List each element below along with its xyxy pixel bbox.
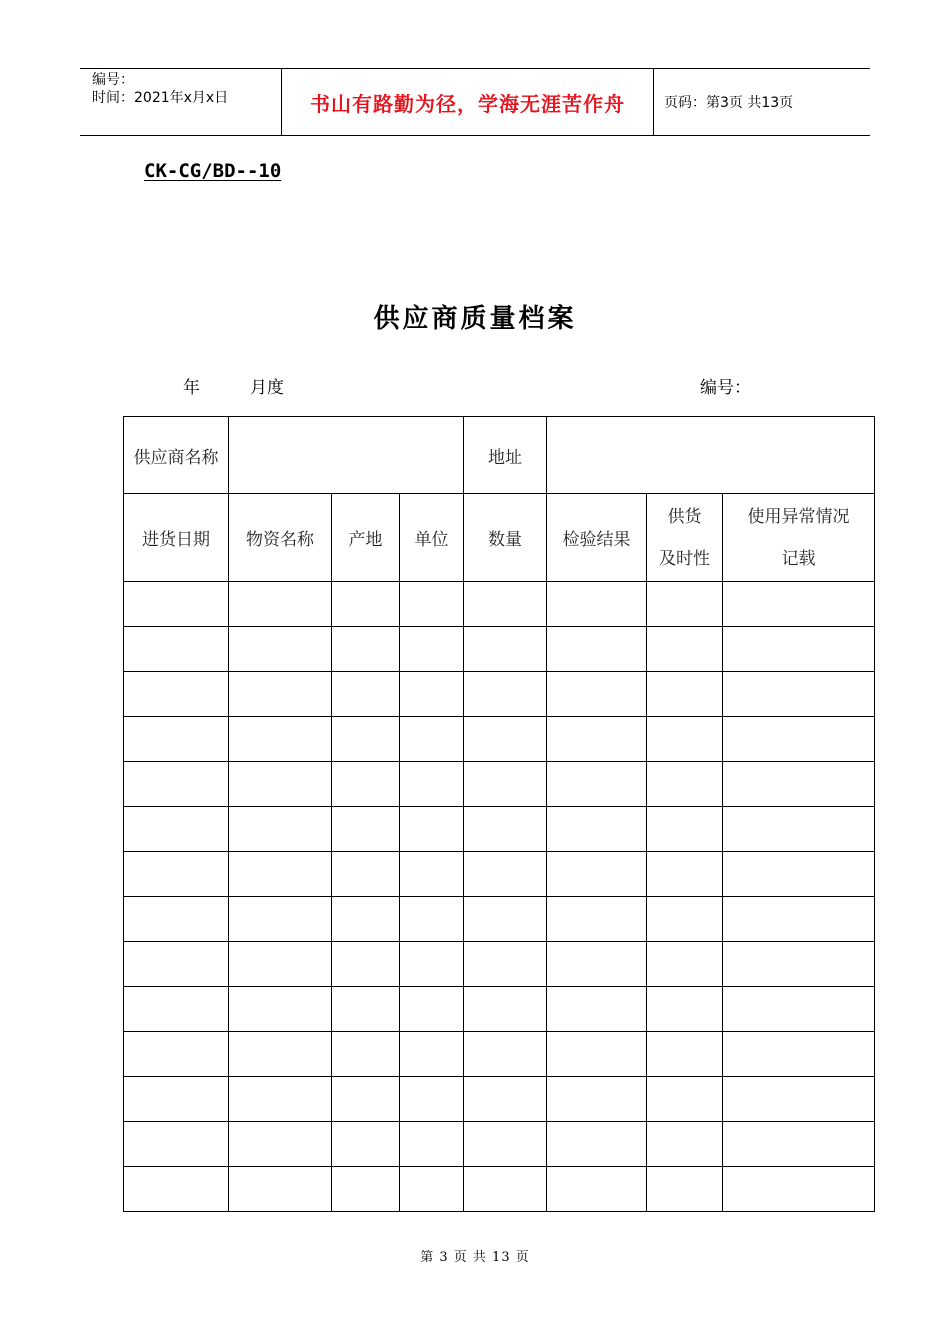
table-cell[interactable] [332, 627, 400, 672]
col-origin: 产地 [332, 494, 400, 582]
col-date: 进货日期 [124, 494, 229, 582]
table-cell[interactable] [332, 897, 400, 942]
table-cell[interactable] [723, 762, 875, 807]
table-cell[interactable] [400, 897, 464, 942]
table-row [124, 582, 875, 627]
header-left [80, 69, 281, 135]
table-cell[interactable] [464, 1077, 547, 1122]
table-cell[interactable] [723, 807, 875, 852]
table-cell[interactable] [547, 852, 647, 897]
col-abnormal-text [723, 496, 874, 580]
table-cell[interactable] [332, 717, 400, 762]
meta-year: 年 [183, 378, 200, 398]
table-cell[interactable] [547, 1122, 647, 1167]
header-time-label: 时间：2021年x月x日 [92, 90, 229, 106]
table-row [124, 807, 875, 852]
page-footer: 第 3 页 共 13 页 [420, 1250, 530, 1265]
table-cell[interactable] [124, 717, 229, 762]
table-cell[interactable] [547, 987, 647, 1032]
col-material: 物资名称 [229, 494, 332, 582]
table-cell[interactable] [229, 852, 332, 897]
table-cell[interactable] [332, 1122, 400, 1167]
table-cell[interactable] [229, 897, 332, 942]
table-cell[interactable] [400, 582, 464, 627]
header-motto: 书山有路勤为径，学海无涯苦作舟 [281, 69, 654, 135]
table-cell[interactable] [723, 1122, 875, 1167]
table-cell[interactable] [332, 852, 400, 897]
table-cell[interactable] [547, 807, 647, 852]
table-cell[interactable] [723, 1077, 875, 1122]
col-quantity: 数量 [464, 494, 547, 582]
col-timeliness-line2: 及时性 [659, 548, 711, 569]
table-cell[interactable] [723, 852, 875, 897]
table-row [124, 852, 875, 897]
table-cell[interactable] [400, 762, 464, 807]
table-cell[interactable] [400, 807, 464, 852]
table-cell[interactable] [124, 852, 229, 897]
header-number-label: 编号： [92, 72, 134, 88]
address-label-cell [464, 417, 547, 494]
table-cell[interactable] [124, 942, 229, 987]
supplier-label: 供应商名称 [133, 447, 219, 468]
table-cell[interactable] [124, 762, 229, 807]
table-cell[interactable] [464, 1167, 547, 1212]
table-cell[interactable] [547, 717, 647, 762]
table-cell[interactable] [332, 762, 400, 807]
meta-month: 月度 [250, 378, 284, 398]
table-cell[interactable] [229, 672, 332, 717]
page-title: 供应商质量档案 [373, 304, 577, 334]
table-cell[interactable] [547, 1032, 647, 1077]
page-header [80, 68, 870, 136]
table-cell[interactable] [647, 942, 723, 987]
table-cell[interactable] [332, 942, 400, 987]
header-page-info: 页码：第3页 共13页 [664, 95, 794, 111]
table-cell[interactable] [332, 807, 400, 852]
col-abnormal [723, 494, 875, 582]
table-cell[interactable] [400, 852, 464, 897]
table-cell[interactable] [400, 1167, 464, 1212]
table-cell[interactable] [647, 807, 723, 852]
table-cell[interactable] [723, 1032, 875, 1077]
table-cell[interactable] [647, 582, 723, 627]
table-cell[interactable] [547, 627, 647, 672]
table-cell[interactable] [723, 717, 875, 762]
table-row [124, 897, 875, 942]
address-value-cell[interactable] [547, 417, 875, 494]
address-label: 地址 [488, 447, 523, 468]
table-row [124, 717, 875, 762]
table-cell[interactable] [723, 987, 875, 1032]
table-cell[interactable] [647, 672, 723, 717]
table-cell[interactable] [547, 1077, 647, 1122]
table-row [124, 627, 875, 672]
table-row [124, 1122, 875, 1167]
table-cell[interactable] [464, 582, 547, 627]
table-row [124, 762, 875, 807]
table-cell[interactable] [124, 1077, 229, 1122]
table-cell[interactable] [647, 852, 723, 897]
table-cell[interactable] [400, 1077, 464, 1122]
table-cell[interactable] [723, 942, 875, 987]
table-cell[interactable] [547, 762, 647, 807]
table-cell[interactable] [723, 582, 875, 627]
table-cell[interactable] [124, 627, 229, 672]
table-cell[interactable] [229, 1122, 332, 1167]
table-cell[interactable] [723, 627, 875, 672]
table-cell[interactable] [229, 717, 332, 762]
supplier-label-cell [124, 417, 229, 494]
table-cell[interactable] [647, 987, 723, 1032]
table-row [124, 987, 875, 1032]
table-cell[interactable] [332, 582, 400, 627]
table-cell[interactable] [229, 627, 332, 672]
table-cell[interactable] [464, 1032, 547, 1077]
table-cell[interactable] [547, 942, 647, 987]
table-cell[interactable] [229, 582, 332, 627]
table-cell[interactable] [464, 942, 547, 987]
table-cell[interactable] [124, 1167, 229, 1212]
table-cell[interactable] [723, 1167, 875, 1212]
table-cell[interactable] [124, 672, 229, 717]
table-cell[interactable] [229, 1077, 332, 1122]
table-cell[interactable] [400, 987, 464, 1032]
table-cell[interactable] [464, 987, 547, 1032]
column-header-row [124, 494, 875, 582]
table-cell[interactable] [723, 897, 875, 942]
meta-number: 编号： [700, 378, 751, 398]
table-cell[interactable] [229, 1167, 332, 1212]
table-cell[interactable] [124, 807, 229, 852]
table-cell[interactable] [464, 672, 547, 717]
document-code: CK-CG/BD--10 [144, 160, 282, 182]
col-abnormal-line2: 记载 [781, 548, 816, 569]
table-row [124, 672, 875, 717]
table-cell[interactable] [464, 807, 547, 852]
table-cell[interactable] [400, 1122, 464, 1167]
table-cell[interactable] [647, 762, 723, 807]
table-cell[interactable] [332, 672, 400, 717]
table-row [124, 1032, 875, 1077]
col-timeliness-line1: 供货 [667, 506, 702, 527]
table-cell[interactable] [124, 1032, 229, 1077]
table-cell[interactable] [400, 717, 464, 762]
table-cell[interactable] [229, 987, 332, 1032]
table-cell[interactable] [647, 897, 723, 942]
table-cell[interactable] [124, 897, 229, 942]
supplier-row [124, 417, 875, 494]
col-inspection: 检验结果 [547, 494, 647, 582]
table-cell[interactable] [124, 1122, 229, 1167]
col-timeliness-text [647, 496, 722, 580]
table-cell[interactable] [464, 627, 547, 672]
table-cell[interactable] [400, 942, 464, 987]
table-cell[interactable] [464, 1122, 547, 1167]
table-cell[interactable] [332, 1077, 400, 1122]
table-cell[interactable] [400, 672, 464, 717]
table-cell[interactable] [464, 897, 547, 942]
table-cell[interactable] [124, 987, 229, 1032]
table-cell[interactable] [400, 627, 464, 672]
table-cell[interactable] [229, 807, 332, 852]
table-cell[interactable] [229, 1032, 332, 1077]
table-row [124, 1167, 875, 1212]
table-cell[interactable] [647, 1122, 723, 1167]
table-cell[interactable] [547, 672, 647, 717]
table-cell[interactable] [332, 987, 400, 1032]
table-cell[interactable] [647, 627, 723, 672]
table-cell[interactable] [647, 717, 723, 762]
table-cell[interactable] [400, 1032, 464, 1077]
table-cell[interactable] [547, 1167, 647, 1212]
table-cell[interactable] [332, 1032, 400, 1077]
table-cell[interactable] [647, 1167, 723, 1212]
table-cell[interactable] [647, 1077, 723, 1122]
table-cell[interactable] [229, 942, 332, 987]
col-timeliness [647, 494, 723, 582]
table-cell[interactable] [547, 582, 647, 627]
table-cell[interactable] [464, 852, 547, 897]
table-cell[interactable] [464, 717, 547, 762]
table-row [124, 1077, 875, 1122]
table-cell[interactable] [332, 1167, 400, 1212]
table-cell[interactable] [464, 762, 547, 807]
col-unit: 单位 [400, 494, 464, 582]
supplier-value-cell[interactable] [229, 417, 464, 494]
table-row [124, 942, 875, 987]
table-cell[interactable] [723, 672, 875, 717]
col-abnormal-line1: 使用异常情况 [747, 506, 850, 527]
table-cell[interactable] [124, 582, 229, 627]
table-cell[interactable] [647, 1032, 723, 1077]
table-cell[interactable] [229, 762, 332, 807]
table-cell[interactable] [547, 897, 647, 942]
supplier-quality-table [123, 416, 875, 1212]
